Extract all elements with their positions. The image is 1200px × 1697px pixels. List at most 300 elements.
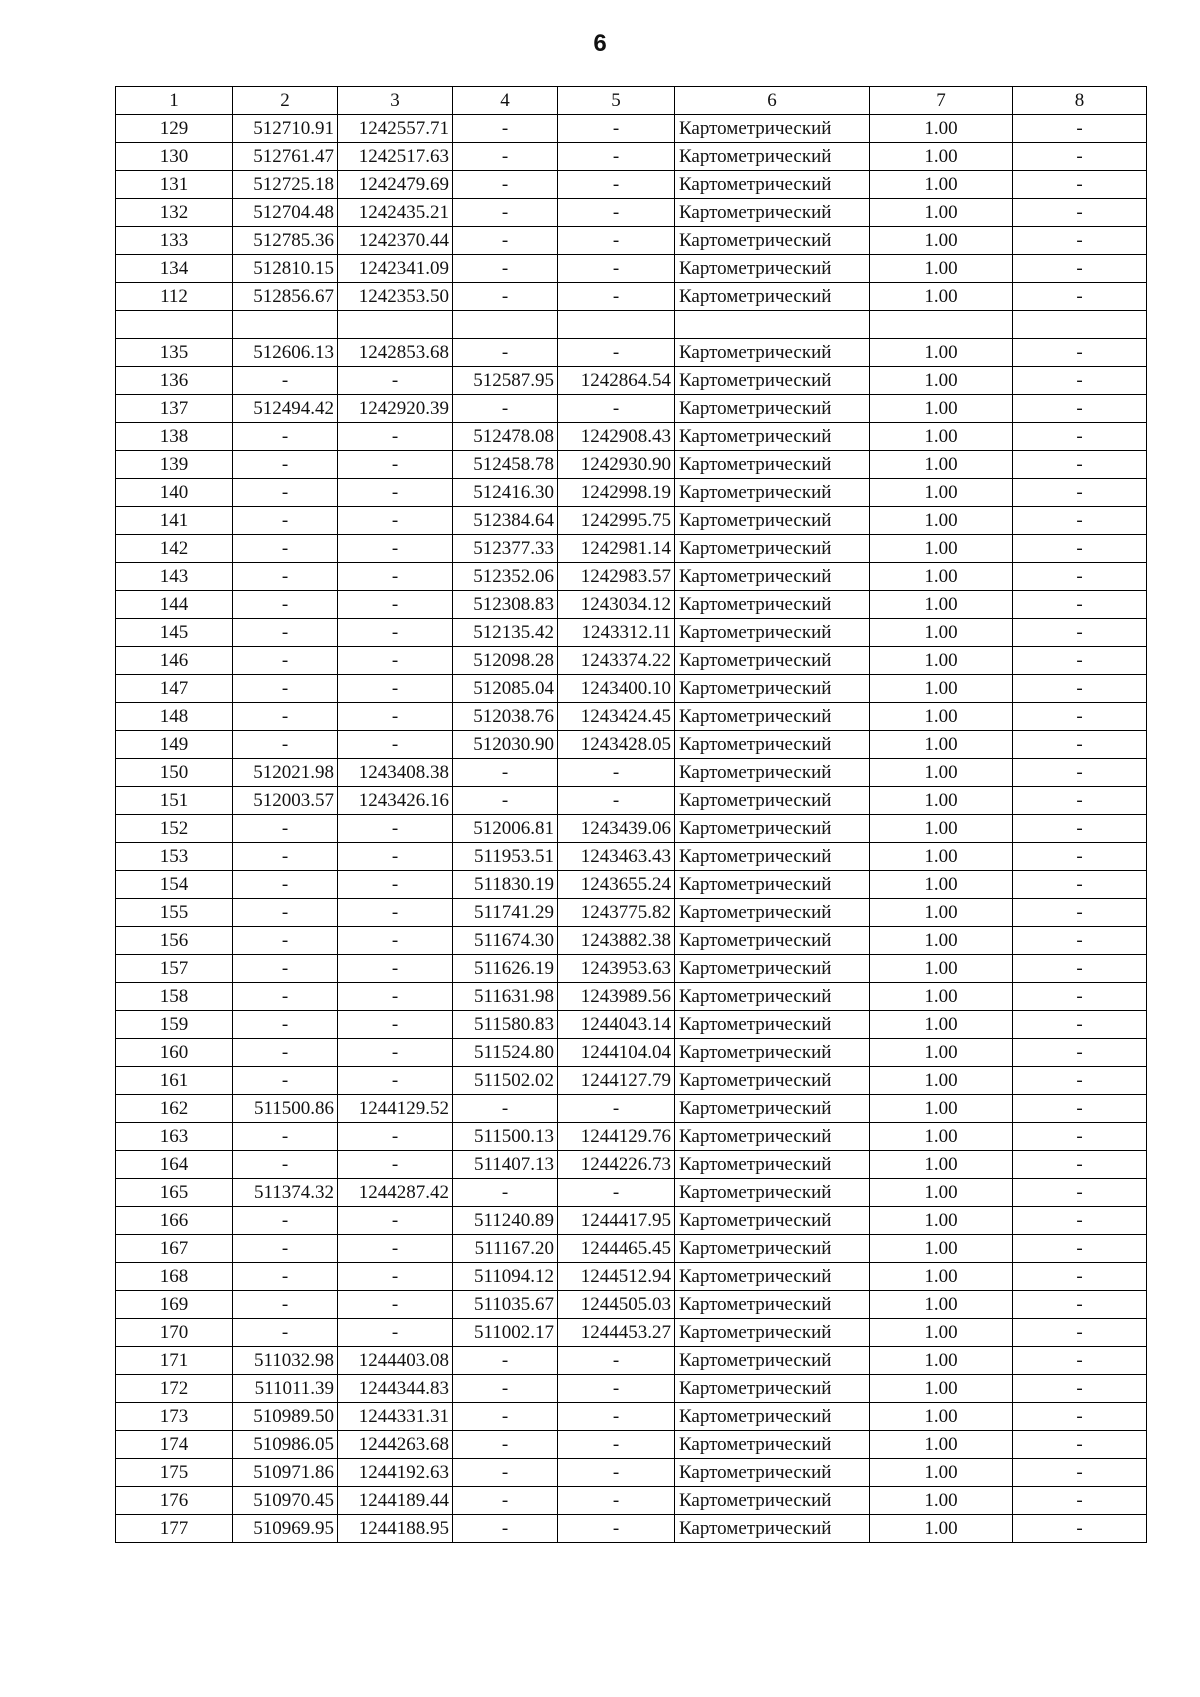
cell-accuracy: 1.00: [870, 199, 1013, 227]
cell-y-coordinate-alt: -: [558, 1515, 675, 1543]
cell-point-number: 173: [116, 1403, 233, 1431]
cell-point-number: 168: [116, 1263, 233, 1291]
cell-note: -: [1013, 1067, 1147, 1095]
cell-y-coordinate: -: [338, 843, 453, 871]
cell-x-coordinate: -: [233, 815, 338, 843]
cell-x-coordinate: -: [233, 1039, 338, 1067]
cell-y-coordinate: -: [338, 1319, 453, 1347]
table-row: [116, 1039, 1147, 1067]
cell-x-coordinate-alt: 512478.08: [453, 423, 558, 451]
cell-point-number: 149: [116, 731, 233, 759]
column-header-6: 6: [675, 87, 870, 115]
cell-note: -: [1013, 927, 1147, 955]
cell-y-coordinate-alt: 1242930.90: [558, 451, 675, 479]
table-row: [116, 759, 1147, 787]
cell-y-coordinate: -: [338, 1291, 453, 1319]
cell-y-coordinate-alt: -: [558, 255, 675, 283]
cell-y-coordinate: -: [338, 479, 453, 507]
table-row: [116, 731, 1147, 759]
cell-accuracy: 1.00: [870, 143, 1013, 171]
cell-x-coordinate: -: [233, 1207, 338, 1235]
cell-y-coordinate-alt: 1244453.27: [558, 1319, 675, 1347]
cell-y-coordinate: 1242479.69: [338, 171, 453, 199]
cell-y-coordinate: -: [338, 1039, 453, 1067]
cell-note: -: [1013, 535, 1147, 563]
cell-point-number: 145: [116, 619, 233, 647]
cell-y-coordinate: -: [338, 367, 453, 395]
cell-x-coordinate: -: [233, 423, 338, 451]
cell-accuracy: 1.00: [870, 423, 1013, 451]
table-row: [116, 451, 1147, 479]
cell-y-coordinate: -: [338, 1263, 453, 1291]
cell-accuracy: 1.00: [870, 955, 1013, 983]
table-row: [116, 843, 1147, 871]
cell-y-coordinate: -: [338, 927, 453, 955]
cell-y-coordinate: 1244188.95: [338, 1515, 453, 1543]
cell-point-number: 166: [116, 1207, 233, 1235]
cell-method: Картометрический: [675, 255, 870, 283]
cell-accuracy: 1.00: [870, 1319, 1013, 1347]
cell-note: -: [1013, 1207, 1147, 1235]
cell-point-number: 164: [116, 1151, 233, 1179]
cell-accuracy: 1.00: [870, 1375, 1013, 1403]
cell-x-coordinate-alt: -: [453, 199, 558, 227]
cell-note: -: [1013, 871, 1147, 899]
cell-x-coordinate-alt: -: [453, 1095, 558, 1123]
cell-x-coordinate: -: [233, 1067, 338, 1095]
cell-x-coordinate-alt: 512038.76: [453, 703, 558, 731]
cell-x-coordinate: 510986.05: [233, 1431, 338, 1459]
cell-note: -: [1013, 1179, 1147, 1207]
cell-method: Картометрический: [675, 171, 870, 199]
cell-x-coordinate: 510969.95: [233, 1515, 338, 1543]
cell-y-coordinate-alt: 1243463.43: [558, 843, 675, 871]
cell-x-coordinate: 511374.32: [233, 1179, 338, 1207]
cell-x-coordinate: -: [233, 703, 338, 731]
table-row: [116, 1011, 1147, 1039]
cell-accuracy: 1.00: [870, 1263, 1013, 1291]
cell-y-coordinate: 1243426.16: [338, 787, 453, 815]
table-row: [116, 1067, 1147, 1095]
cell-y-coordinate: -: [338, 955, 453, 983]
cell-y-coordinate: 1242353.50: [338, 283, 453, 311]
cell-y-coordinate-alt: 1243953.63: [558, 955, 675, 983]
cell-x-coordinate-alt: 511830.19: [453, 871, 558, 899]
cell-y-coordinate: 1244263.68: [338, 1431, 453, 1459]
cell-accuracy: 1.00: [870, 1151, 1013, 1179]
cell-x-coordinate-alt: 512384.64: [453, 507, 558, 535]
cell-note: -: [1013, 479, 1147, 507]
cell-y-coordinate-alt: -: [558, 395, 675, 423]
cell-x-coordinate: -: [233, 647, 338, 675]
cell-y-coordinate: -: [338, 535, 453, 563]
cell-note: -: [1013, 1235, 1147, 1263]
cell-y-coordinate-alt: 1243400.10: [558, 675, 675, 703]
cell-x-coordinate-alt: -: [453, 283, 558, 311]
cell-x-coordinate: -: [233, 899, 338, 927]
cell-y-coordinate: -: [338, 1151, 453, 1179]
cell-note: -: [1013, 563, 1147, 591]
cell-y-coordinate: -: [338, 1011, 453, 1039]
cell-x-coordinate: 511011.39: [233, 1375, 338, 1403]
cell-method: Картометрический: [675, 1235, 870, 1263]
cell-method: Картометрический: [675, 423, 870, 451]
table-body: [116, 115, 1147, 1543]
cell-accuracy: 1.00: [870, 1095, 1013, 1123]
cell-point-number: [116, 311, 233, 339]
cell-x-coordinate-alt: 511953.51: [453, 843, 558, 871]
cell-accuracy: 1.00: [870, 1235, 1013, 1263]
cell-y-coordinate: 1242557.71: [338, 115, 453, 143]
cell-point-number: 129: [116, 115, 233, 143]
cell-y-coordinate: 1244344.83: [338, 1375, 453, 1403]
cell-x-coordinate: -: [233, 367, 338, 395]
cell-x-coordinate: 512710.91: [233, 115, 338, 143]
cell-point-number: 160: [116, 1039, 233, 1067]
cell-y-coordinate-alt: 1244417.95: [558, 1207, 675, 1235]
table-row: [116, 675, 1147, 703]
cell-accuracy: 1.00: [870, 815, 1013, 843]
cell-point-number: 155: [116, 899, 233, 927]
cell-y-coordinate-alt: 1244104.04: [558, 1039, 675, 1067]
cell-point-number: 139: [116, 451, 233, 479]
cell-accuracy: 1.00: [870, 339, 1013, 367]
cell-x-coordinate-alt: 511002.17: [453, 1319, 558, 1347]
table-row: [116, 1291, 1147, 1319]
cell-y-coordinate-alt: 1244505.03: [558, 1291, 675, 1319]
cell-y-coordinate-alt: 1244127.79: [558, 1067, 675, 1095]
cell-x-coordinate-alt: 511626.19: [453, 955, 558, 983]
cell-point-number: 148: [116, 703, 233, 731]
cell-method: Картометрический: [675, 759, 870, 787]
table-row: [116, 1515, 1147, 1543]
cell-x-coordinate-alt: 511631.98: [453, 983, 558, 1011]
cell-y-coordinate: -: [338, 507, 453, 535]
cell-y-coordinate: 1244287.42: [338, 1179, 453, 1207]
cell-point-number: 141: [116, 507, 233, 535]
cell-note: -: [1013, 367, 1147, 395]
cell-note: -: [1013, 759, 1147, 787]
cell-y-coordinate-alt: -: [558, 1459, 675, 1487]
cell-x-coordinate: -: [233, 451, 338, 479]
cell-point-number: 165: [116, 1179, 233, 1207]
cell-point-number: 157: [116, 955, 233, 983]
cell-point-number: 174: [116, 1431, 233, 1459]
cell-x-coordinate-alt: 511741.29: [453, 899, 558, 927]
cell-point-number: 176: [116, 1487, 233, 1515]
cell-x-coordinate-alt: 511094.12: [453, 1263, 558, 1291]
cell-x-coordinate-alt: -: [453, 115, 558, 143]
cell-x-coordinate-alt: -: [453, 171, 558, 199]
cell-accuracy: 1.00: [870, 927, 1013, 955]
cell-x-coordinate: -: [233, 619, 338, 647]
cell-note: -: [1013, 199, 1147, 227]
cell-x-coordinate-alt: 511524.80: [453, 1039, 558, 1067]
column-header-5: 5: [558, 87, 675, 115]
cell-note: -: [1013, 395, 1147, 423]
cell-x-coordinate: -: [233, 563, 338, 591]
column-header-3: 3: [338, 87, 453, 115]
cell-point-number: 136: [116, 367, 233, 395]
cell-point-number: 146: [116, 647, 233, 675]
cell-method: Картометрический: [675, 731, 870, 759]
cell-point-number: 152: [116, 815, 233, 843]
cell-x-coordinate-alt: 511502.02: [453, 1067, 558, 1095]
cell-x-coordinate-alt: -: [453, 1459, 558, 1487]
cell-y-coordinate-alt: -: [558, 1179, 675, 1207]
cell-accuracy: 1.00: [870, 507, 1013, 535]
cell-note: -: [1013, 619, 1147, 647]
cell-point-number: 132: [116, 199, 233, 227]
cell-x-coordinate: 512003.57: [233, 787, 338, 815]
cell-y-coordinate: -: [338, 675, 453, 703]
cell-y-coordinate: -: [338, 451, 453, 479]
table-row: [116, 1403, 1147, 1431]
cell-y-coordinate-alt: 1242995.75: [558, 507, 675, 535]
cell-method: Картометрический: [675, 1123, 870, 1151]
cell-y-coordinate-alt: -: [558, 1375, 675, 1403]
cell-method: Картометрический: [675, 1347, 870, 1375]
cell-y-coordinate-alt: -: [558, 115, 675, 143]
cell-note: -: [1013, 1487, 1147, 1515]
cell-note: -: [1013, 647, 1147, 675]
cell-accuracy: 1.00: [870, 255, 1013, 283]
cell-point-number: 147: [116, 675, 233, 703]
cell-y-coordinate-alt: [558, 311, 675, 339]
cell-x-coordinate: -: [233, 535, 338, 563]
cell-point-number: 134: [116, 255, 233, 283]
cell-note: -: [1013, 1123, 1147, 1151]
cell-x-coordinate: -: [233, 1123, 338, 1151]
cell-method: Картометрический: [675, 451, 870, 479]
cell-y-coordinate-alt: 1244226.73: [558, 1151, 675, 1179]
cell-note: -: [1013, 1095, 1147, 1123]
cell-x-coordinate: 510971.86: [233, 1459, 338, 1487]
table-row: [116, 1347, 1147, 1375]
cell-x-coordinate: -: [233, 507, 338, 535]
cell-method: Картометрический: [675, 983, 870, 1011]
cell-accuracy: 1.00: [870, 759, 1013, 787]
cell-point-number: 167: [116, 1235, 233, 1263]
cell-accuracy: 1.00: [870, 703, 1013, 731]
cell-method: [675, 311, 870, 339]
coordinates-table: [115, 86, 1147, 1543]
table-row: [116, 1375, 1147, 1403]
cell-x-coordinate: -: [233, 1291, 338, 1319]
cell-y-coordinate-alt: -: [558, 1347, 675, 1375]
cell-method: Картометрический: [675, 199, 870, 227]
cell-y-coordinate-alt: -: [558, 283, 675, 311]
cell-accuracy: 1.00: [870, 535, 1013, 563]
column-header-1: 1: [116, 87, 233, 115]
cell-accuracy: 1.00: [870, 1039, 1013, 1067]
cell-method: Картометрический: [675, 675, 870, 703]
cell-method: Картометрический: [675, 479, 870, 507]
cell-method: Картометрический: [675, 1459, 870, 1487]
cell-x-coordinate: [233, 311, 338, 339]
cell-method: Картометрический: [675, 143, 870, 171]
cell-x-coordinate: 512021.98: [233, 759, 338, 787]
column-header-7: 7: [870, 87, 1013, 115]
cell-y-coordinate-alt: 1244043.14: [558, 1011, 675, 1039]
cell-x-coordinate-alt: -: [453, 255, 558, 283]
cell-y-coordinate: 1242920.39: [338, 395, 453, 423]
table-row: [116, 1179, 1147, 1207]
cell-x-coordinate-alt: -: [453, 1347, 558, 1375]
table-row: [116, 1459, 1147, 1487]
cell-note: -: [1013, 1347, 1147, 1375]
cell-accuracy: 1.00: [870, 843, 1013, 871]
cell-x-coordinate: -: [233, 731, 338, 759]
cell-y-coordinate-alt: -: [558, 171, 675, 199]
cell-method: Картометрический: [675, 395, 870, 423]
cell-note: -: [1013, 255, 1147, 283]
cell-accuracy: [870, 311, 1013, 339]
cell-point-number: 142: [116, 535, 233, 563]
cell-y-coordinate-alt: -: [558, 787, 675, 815]
table-row: [116, 591, 1147, 619]
cell-x-coordinate: -: [233, 983, 338, 1011]
cell-x-coordinate: -: [233, 871, 338, 899]
cell-x-coordinate-alt: 512377.33: [453, 535, 558, 563]
cell-y-coordinate: -: [338, 1207, 453, 1235]
cell-note: -: [1013, 451, 1147, 479]
cell-accuracy: 1.00: [870, 591, 1013, 619]
cell-method: Картометрический: [675, 927, 870, 955]
cell-y-coordinate: 1242517.63: [338, 143, 453, 171]
cell-y-coordinate-alt: 1244129.76: [558, 1123, 675, 1151]
cell-x-coordinate-alt: -: [453, 395, 558, 423]
table-row: [116, 171, 1147, 199]
cell-x-coordinate: 512704.48: [233, 199, 338, 227]
cell-x-coordinate-alt: -: [453, 143, 558, 171]
column-header-4: 4: [453, 87, 558, 115]
cell-x-coordinate: -: [233, 591, 338, 619]
table-row: [116, 787, 1147, 815]
cell-x-coordinate-alt: -: [453, 339, 558, 367]
cell-y-coordinate: -: [338, 1235, 453, 1263]
cell-y-coordinate-alt: 1243428.05: [558, 731, 675, 759]
cell-accuracy: 1.00: [870, 899, 1013, 927]
cell-note: -: [1013, 1263, 1147, 1291]
cell-x-coordinate: -: [233, 955, 338, 983]
cell-method: Картометрический: [675, 871, 870, 899]
cell-x-coordinate-alt: 511035.67: [453, 1291, 558, 1319]
cell-y-coordinate-alt: 1243882.38: [558, 927, 675, 955]
cell-method: Картометрический: [675, 367, 870, 395]
cell-point-number: 177: [116, 1515, 233, 1543]
table-row: [116, 423, 1147, 451]
cell-point-number: 137: [116, 395, 233, 423]
cell-x-coordinate: -: [233, 1151, 338, 1179]
cell-x-coordinate-alt: 512135.42: [453, 619, 558, 647]
cell-y-coordinate: -: [338, 983, 453, 1011]
cell-x-coordinate-alt: 511240.89: [453, 1207, 558, 1235]
cell-y-coordinate-alt: -: [558, 1403, 675, 1431]
cell-y-coordinate: -: [338, 871, 453, 899]
cell-note: -: [1013, 115, 1147, 143]
cell-note: -: [1013, 815, 1147, 843]
cell-method: Картометрический: [675, 1431, 870, 1459]
cell-point-number: 156: [116, 927, 233, 955]
cell-y-coordinate-alt: 1244465.45: [558, 1235, 675, 1263]
cell-accuracy: 1.00: [870, 1459, 1013, 1487]
cell-accuracy: 1.00: [870, 1291, 1013, 1319]
cell-y-coordinate: 1244192.63: [338, 1459, 453, 1487]
table-row: [116, 311, 1147, 339]
cell-point-number: 151: [116, 787, 233, 815]
cell-x-coordinate: -: [233, 675, 338, 703]
table-row: [116, 535, 1147, 563]
cell-point-number: 153: [116, 843, 233, 871]
cell-point-number: 138: [116, 423, 233, 451]
cell-note: -: [1013, 143, 1147, 171]
cell-note: -: [1013, 339, 1147, 367]
table-row: [116, 115, 1147, 143]
cell-y-coordinate-alt: -: [558, 1487, 675, 1515]
cell-accuracy: 1.00: [870, 675, 1013, 703]
cell-x-coordinate-alt: 511167.20: [453, 1235, 558, 1263]
cell-note: -: [1013, 1431, 1147, 1459]
cell-note: -: [1013, 1403, 1147, 1431]
cell-note: [1013, 311, 1147, 339]
cell-method: Картометрический: [675, 899, 870, 927]
cell-x-coordinate-alt: 512006.81: [453, 815, 558, 843]
column-header-8: 8: [1013, 87, 1147, 115]
cell-note: -: [1013, 171, 1147, 199]
table-row: [116, 1235, 1147, 1263]
cell-y-coordinate-alt: 1242864.54: [558, 367, 675, 395]
cell-method: Картометрический: [675, 535, 870, 563]
cell-y-coordinate: 1244189.44: [338, 1487, 453, 1515]
cell-method: Картометрический: [675, 227, 870, 255]
cell-method: Картометрический: [675, 1515, 870, 1543]
cell-x-coordinate: 512494.42: [233, 395, 338, 423]
cell-method: Картометрический: [675, 1151, 870, 1179]
table-row: [116, 1151, 1147, 1179]
cell-x-coordinate-alt: -: [453, 759, 558, 787]
header-row: [116, 87, 1147, 115]
cell-x-coordinate: -: [233, 1319, 338, 1347]
cell-accuracy: 1.00: [870, 1487, 1013, 1515]
cell-accuracy: 1.00: [870, 395, 1013, 423]
table-row: [116, 367, 1147, 395]
cell-x-coordinate-alt: 512352.06: [453, 563, 558, 591]
cell-point-number: 135: [116, 339, 233, 367]
cell-accuracy: 1.00: [870, 1515, 1013, 1543]
cell-y-coordinate-alt: 1242981.14: [558, 535, 675, 563]
cell-point-number: 159: [116, 1011, 233, 1039]
cell-point-number: 133: [116, 227, 233, 255]
cell-y-coordinate: -: [338, 703, 453, 731]
cell-y-coordinate-alt: 1242983.57: [558, 563, 675, 591]
cell-method: Картометрический: [675, 1011, 870, 1039]
cell-method: Картометрический: [675, 1039, 870, 1067]
cell-note: -: [1013, 1039, 1147, 1067]
table-row: [116, 955, 1147, 983]
cell-y-coordinate: -: [338, 1067, 453, 1095]
cell-point-number: 144: [116, 591, 233, 619]
cell-y-coordinate-alt: 1243989.56: [558, 983, 675, 1011]
cell-method: Картометрический: [675, 563, 870, 591]
cell-method: Картометрический: [675, 507, 870, 535]
cell-accuracy: 1.00: [870, 367, 1013, 395]
cell-x-coordinate: -: [233, 1011, 338, 1039]
cell-note: -: [1013, 1515, 1147, 1543]
cell-accuracy: 1.00: [870, 171, 1013, 199]
cell-method: Картометрический: [675, 1403, 870, 1431]
cell-note: -: [1013, 899, 1147, 927]
